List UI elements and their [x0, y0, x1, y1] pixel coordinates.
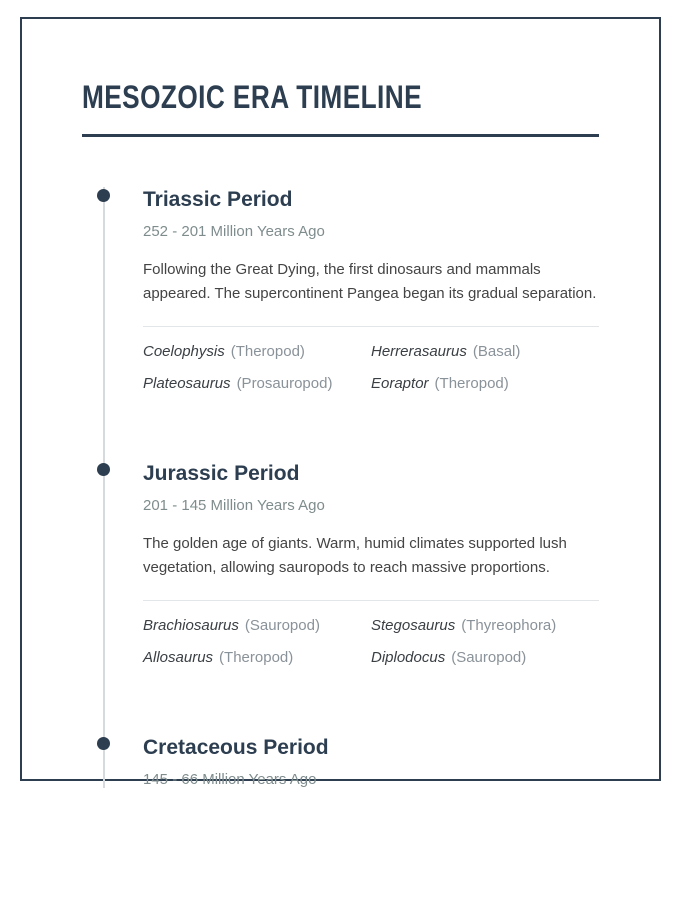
dinosaur-classification: (Thyreophora)	[461, 617, 557, 634]
timeline-item-cretaceous	[105, 735, 599, 788]
dinosaur-classification: (Basal)	[472, 343, 521, 360]
dinosaur-classification: (Sauropod)	[244, 617, 320, 634]
period-title: Triassic Period	[143, 188, 293, 211]
dinosaur-list	[143, 343, 599, 393]
timeline-bullet-icon	[97, 189, 110, 202]
dinosaur-classification: (Sauropod)	[451, 649, 527, 666]
dinosaur-list-divider	[143, 600, 599, 601]
period-title: Jurassic Period	[143, 462, 300, 485]
period-title: Cretaceous Period	[143, 736, 329, 759]
dinosaur-entry	[143, 617, 371, 635]
dinosaur-entry	[371, 375, 599, 393]
document-page	[20, 17, 661, 788]
dinosaur-name: Herrerasaurus	[371, 343, 467, 360]
period-age: 252 - 201 Million Years Ago	[143, 223, 325, 240]
dinosaur-entry	[143, 649, 371, 667]
dinosaur-list-divider	[143, 326, 599, 327]
dinosaur-entry	[143, 375, 371, 393]
page-title: MESOZOIC ERA TIMELINE	[82, 79, 423, 115]
dinosaur-list	[143, 617, 599, 667]
dinosaur-classification: (Prosauropod)	[236, 375, 333, 392]
dinosaur-classification: (Theropod)	[434, 375, 509, 392]
period-age: 145 - 66 Million Years Ago	[143, 771, 317, 788]
dinosaur-name: Diplodocus	[371, 649, 446, 666]
dinosaur-entry	[143, 343, 371, 361]
timeline-bullet-icon	[97, 463, 110, 476]
period-description: Following the Great Dying, the first dinosaurs and mammals appeared. The supercontinent Pangea began its gradual separation.	[143, 261, 597, 302]
dinosaur-name: Stegosaurus	[371, 617, 456, 634]
dinosaur-classification: (Theropod)	[230, 343, 305, 360]
timeline-bullet-icon	[97, 737, 110, 750]
dinosaur-name: Brachiosaurus	[143, 617, 239, 634]
dinosaur-name: Eoraptor	[371, 375, 429, 392]
dinosaur-entry	[371, 617, 599, 635]
dinosaur-entry	[371, 649, 599, 667]
dinosaur-name: Allosaurus	[143, 649, 214, 666]
timeline-item-triassic	[105, 187, 599, 393]
dinosaur-name: Coelophysis	[143, 343, 225, 360]
dinosaur-name: Plateosaurus	[143, 375, 231, 392]
timeline-item-jurassic	[105, 461, 599, 667]
period-description: The golden age of giants. Warm, humid climates supported lush vegetation, allowing sauropods to reach massive proportions.	[143, 535, 567, 576]
title-underline	[82, 134, 599, 137]
dinosaur-entry	[371, 343, 599, 361]
period-age: 201 - 145 Million Years Ago	[143, 497, 325, 514]
dinosaur-classification: (Theropod)	[219, 649, 294, 666]
timeline	[103, 187, 599, 788]
